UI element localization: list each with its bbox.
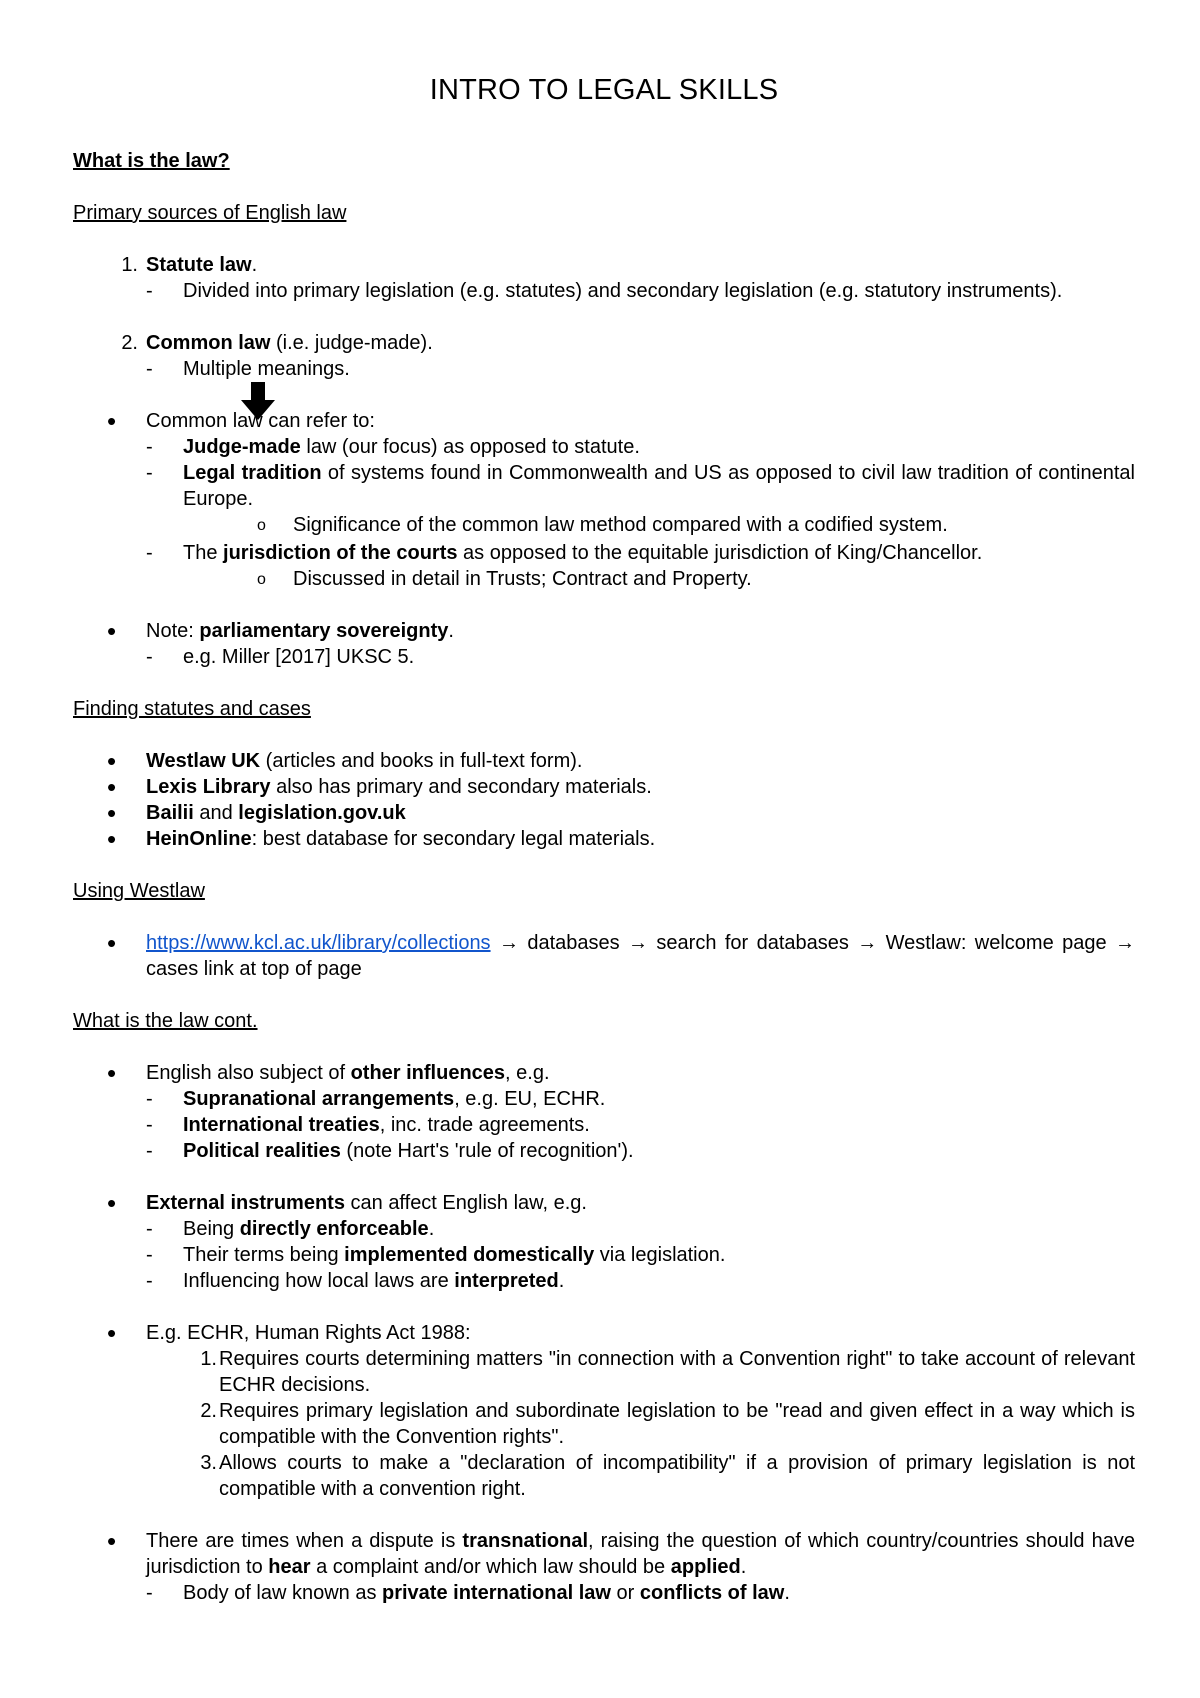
subheading-finding-statutes: Finding statutes and cases xyxy=(73,698,311,720)
subheading-law-cont: What is the law cont. xyxy=(73,1010,258,1032)
subheading-using-westlaw: Using Westlaw xyxy=(73,880,205,902)
subheading-primary-sources: Primary sources of English law xyxy=(73,202,347,224)
kcl-library-link[interactable]: https://www.kcl.ac.uk/library/collections xyxy=(146,932,491,954)
section-heading-what-is-law: What is the law? xyxy=(73,150,230,172)
page-title: INTRO TO LEGAL SKILLS xyxy=(429,74,779,106)
